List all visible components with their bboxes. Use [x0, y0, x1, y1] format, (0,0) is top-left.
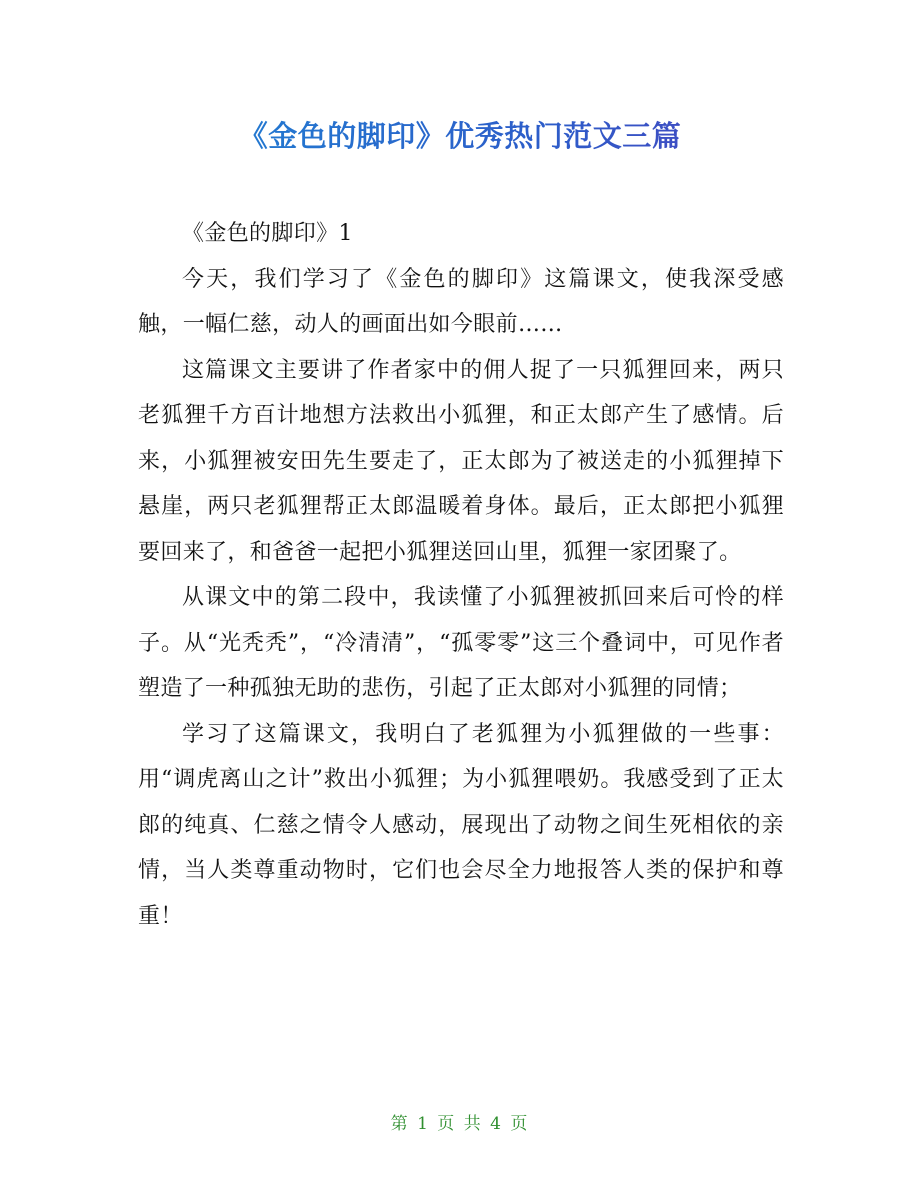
page-footer	[0, 1112, 920, 1136]
section-heading: 《金色的脚印》1	[182, 221, 353, 246]
document-title: 《金色的脚印》优秀热门范文三篇	[0, 114, 920, 158]
paragraph-2: 这篇课文主要讲了作者家中的佣人捉了一只狐狸回来，两只老狐狸千方百计地想方法救出小狐狸，和正太郎产生了感情。后来，小狐狸被安田先生要走了，正太郎为了被送走的小狐狸掉下悬崖，两只老狐狸帮正太郎温暖着身体。最后，正太郎把小狐狸要回来了，和爸爸一起把小狐狸送回山里，狐狸一家团聚了。	[138, 357, 784, 565]
document-body	[138, 211, 784, 939]
paragraph-1: 今天，我们学习了《金色的脚印》这篇课文，使我深受感触，一幅仁慈，动人的画面出如今眼前……	[138, 266, 784, 337]
page-number-label: 第 1 页 共 4 页	[390, 1114, 530, 1134]
paragraph-3: 从课文中的第二段中，我读懂了小狐狸被抓回来后可怜的样子。从“光秃秃”，“冷清清”，“孤零零”这三个叠词中，可见作者塑造了一种孤独无助的悲伤，引起了正太郎对小狐狸的同情；	[138, 585, 784, 701]
paragraph-4: 学习了这篇课文，我明白了老狐狸为小狐狸做的一些事：用“调虎离山之计”救出小狐狸；为小狐狸喂奶。我感受到了正太郎的纯真、仁慈之情令人感动，展现出了动物之间生死相依的亲情，当人类尊重动物时，它们也会尽全力地报答人类的保护和尊重！	[138, 721, 784, 929]
